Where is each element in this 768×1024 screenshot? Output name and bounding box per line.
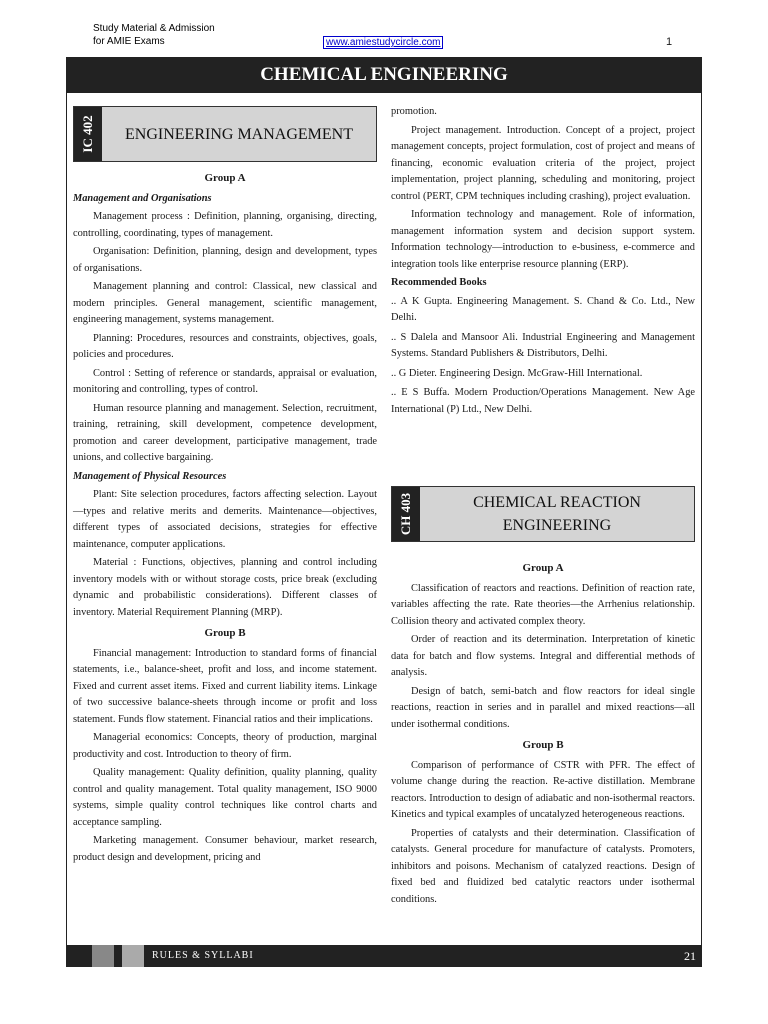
header-page-number: 1 [666,36,673,48]
paragraph: Planning: Procedures, resources and constraints, objectives, goals, policies and procedures. [73,332,377,360]
footer-decor-block [122,945,144,967]
paragraph: Organisation: Definition, planning, design and development, types of organisations. [73,246,377,274]
paragraph: Properties of catalysts and their determination. Classification of catalysts. General procedure for manufacture of catalysts. Promoters, inhibitors and poisons. Mechanism of catalyzed reactions. Design of fixed bed and fluidized bed catalytic reactors under isothermal conditions. [391,827,695,905]
paragraph: Management planning and control: Classical, new classical and modern principles. General management, scientific management, engineering management, systems management. [73,281,377,325]
group-a-heading: Group A [204,172,246,184]
right-column [391,104,695,421]
paragraph: Management process : Definition, planning, organising, directing, controlling, coordinating, types of management. [73,211,377,239]
footer-label: RULES & SYLLABI [152,950,254,961]
paragraph: Quality management: Quality definition, quality planning, quality control and quality management. Total quality management, ISO 9000 systems, simple quality control techniques like control charts and acceptance sampling. [73,767,377,828]
page-footer [66,945,702,967]
section-heading: Management and Organisations [73,192,212,204]
paragraph: Classification of reactors and reactions. Definition of reaction rate, variables affecting the rate. Rate theories—the Arrhenius relationship. Collision theory and activated complex theory. [391,582,695,627]
header-publisher [93,22,215,48]
footer-page-number: 21 [684,949,696,963]
header-line2: for AMIE Exams [93,36,165,47]
paragraph: Design of batch, semi-batch and flow reactors for ideal single reactions, reaction in series and in parallel and mixed reactions—all under isothermal conditions. [391,685,695,730]
section-heading: Management of Physical Resources [73,470,227,482]
subject-code: CH 403 [398,492,413,536]
subject-box-ch403 [391,486,695,542]
paragraph: Information technology and management. Role of information, management information system and decision support system. Information technology—introduction to e-business, e-commerce and integration tools like enterprise resource planning (ERP). [391,209,695,270]
group-b-heading: Group B [204,627,246,639]
paragraph: Material : Functions, objectives, planning and control including inventory models with or without storage costs, price break (excluding dynamic and probabilistic considerations). Different classes of inventory. Material Requirement Planning (MRP). [73,557,377,618]
group-b-heading: Group B [522,739,564,751]
paragraph: Project management. Introduction. Concept of a project, project management concepts, project formulation, cost of project and means of financing, economic evaluation criteria of the project, project implementation, project planning, scheduling and monitoring, project control (PERT, CPM techniques including crashing), project evaluation. [391,124,695,202]
book-item: .. A K Gupta. Engineering Management. S. Chand & Co. Ltd., New Delhi. [391,295,695,323]
paragraph: Managerial economics: Concepts, theory of production, marginal productivity and cost. Introduction to theory of firm. [73,732,377,760]
left-column [73,166,377,868]
book-item: .. G Dieter. Engineering Design. McGraw-Hill International. [391,367,643,379]
subject-code-box [392,487,420,541]
website-link[interactable]: www.amiestudycircle.com [323,36,443,49]
books-heading: Recommended Books [391,277,487,288]
subject-code-box [74,107,102,161]
paragraph-continued: promotion. [391,106,437,117]
paragraph: Comparison of performance of CSTR with PFR. The effect of volume change during the reaction. Re-active distillation. Membrane reactors. Introduction to design of adiabatic and non-isothermal reactors. Kinetics and typical examples of uncatalyzed heterogeneous reactions. [391,759,695,820]
header-line1: Study Material & Admission [93,23,215,34]
paragraph: Control : Setting of reference or standards, appraisal or evaluation, monitoring and controlling, types of control. [73,367,377,395]
group-a-heading: Group A [522,562,564,574]
subject-name: ENGINEERING MANAGEMENT [125,125,353,143]
paragraph: Order of reaction and its determination. Interpretation of kinetic data for batch and flow systems. Integral and differential methods of analysis. [391,634,695,678]
book-item: .. E S Buffa. Modern Production/Operations Management. New Age International (P) Ltd., New Delhi. [391,387,695,415]
subject-box-ic402 [73,106,377,162]
paragraph: Plant: Site selection procedures, factors affecting selection. Layout—types and relative merits and demerits. Maintenance—objectives, different types of associated decisions, strategies for effective maintenance, computer applications. [73,489,377,550]
subject-name-line1: CHEMICAL REACTION [473,494,641,511]
paragraph: Human resource planning and management. Selection, recruitment, training, retraining, skill development, competence development, promotion and career development, participative management, trade unions, and collective bargaining. [73,402,377,463]
subject-name [420,487,694,541]
footer-decor-block [92,945,114,967]
paragraph: Financial management: Introduction to standard forms of financial statements, i.e., balance-sheet, profit and loss, and income statement. Fixed and current asset items. Fixed and current liability items. Linkage of two successive balance-sheets through income or profit and loss statement. Funds flow statement. Financial ratios and their implications. [73,647,377,725]
paragraph: Marketing management. Consumer behaviour, market research, product design and development, pricing and [73,835,377,863]
subject-name-line2: ENGINEERING [502,517,612,534]
book-item: .. S Dalela and Mansoor Ali. Industrial Engineering and Management Systems. Standard Publishers & Distributors, Delhi. [391,331,695,359]
right-column-lower [391,556,695,910]
page-title: CHEMICAL ENGINEERING [66,57,702,93]
subject-code: IC 402 [80,115,95,153]
